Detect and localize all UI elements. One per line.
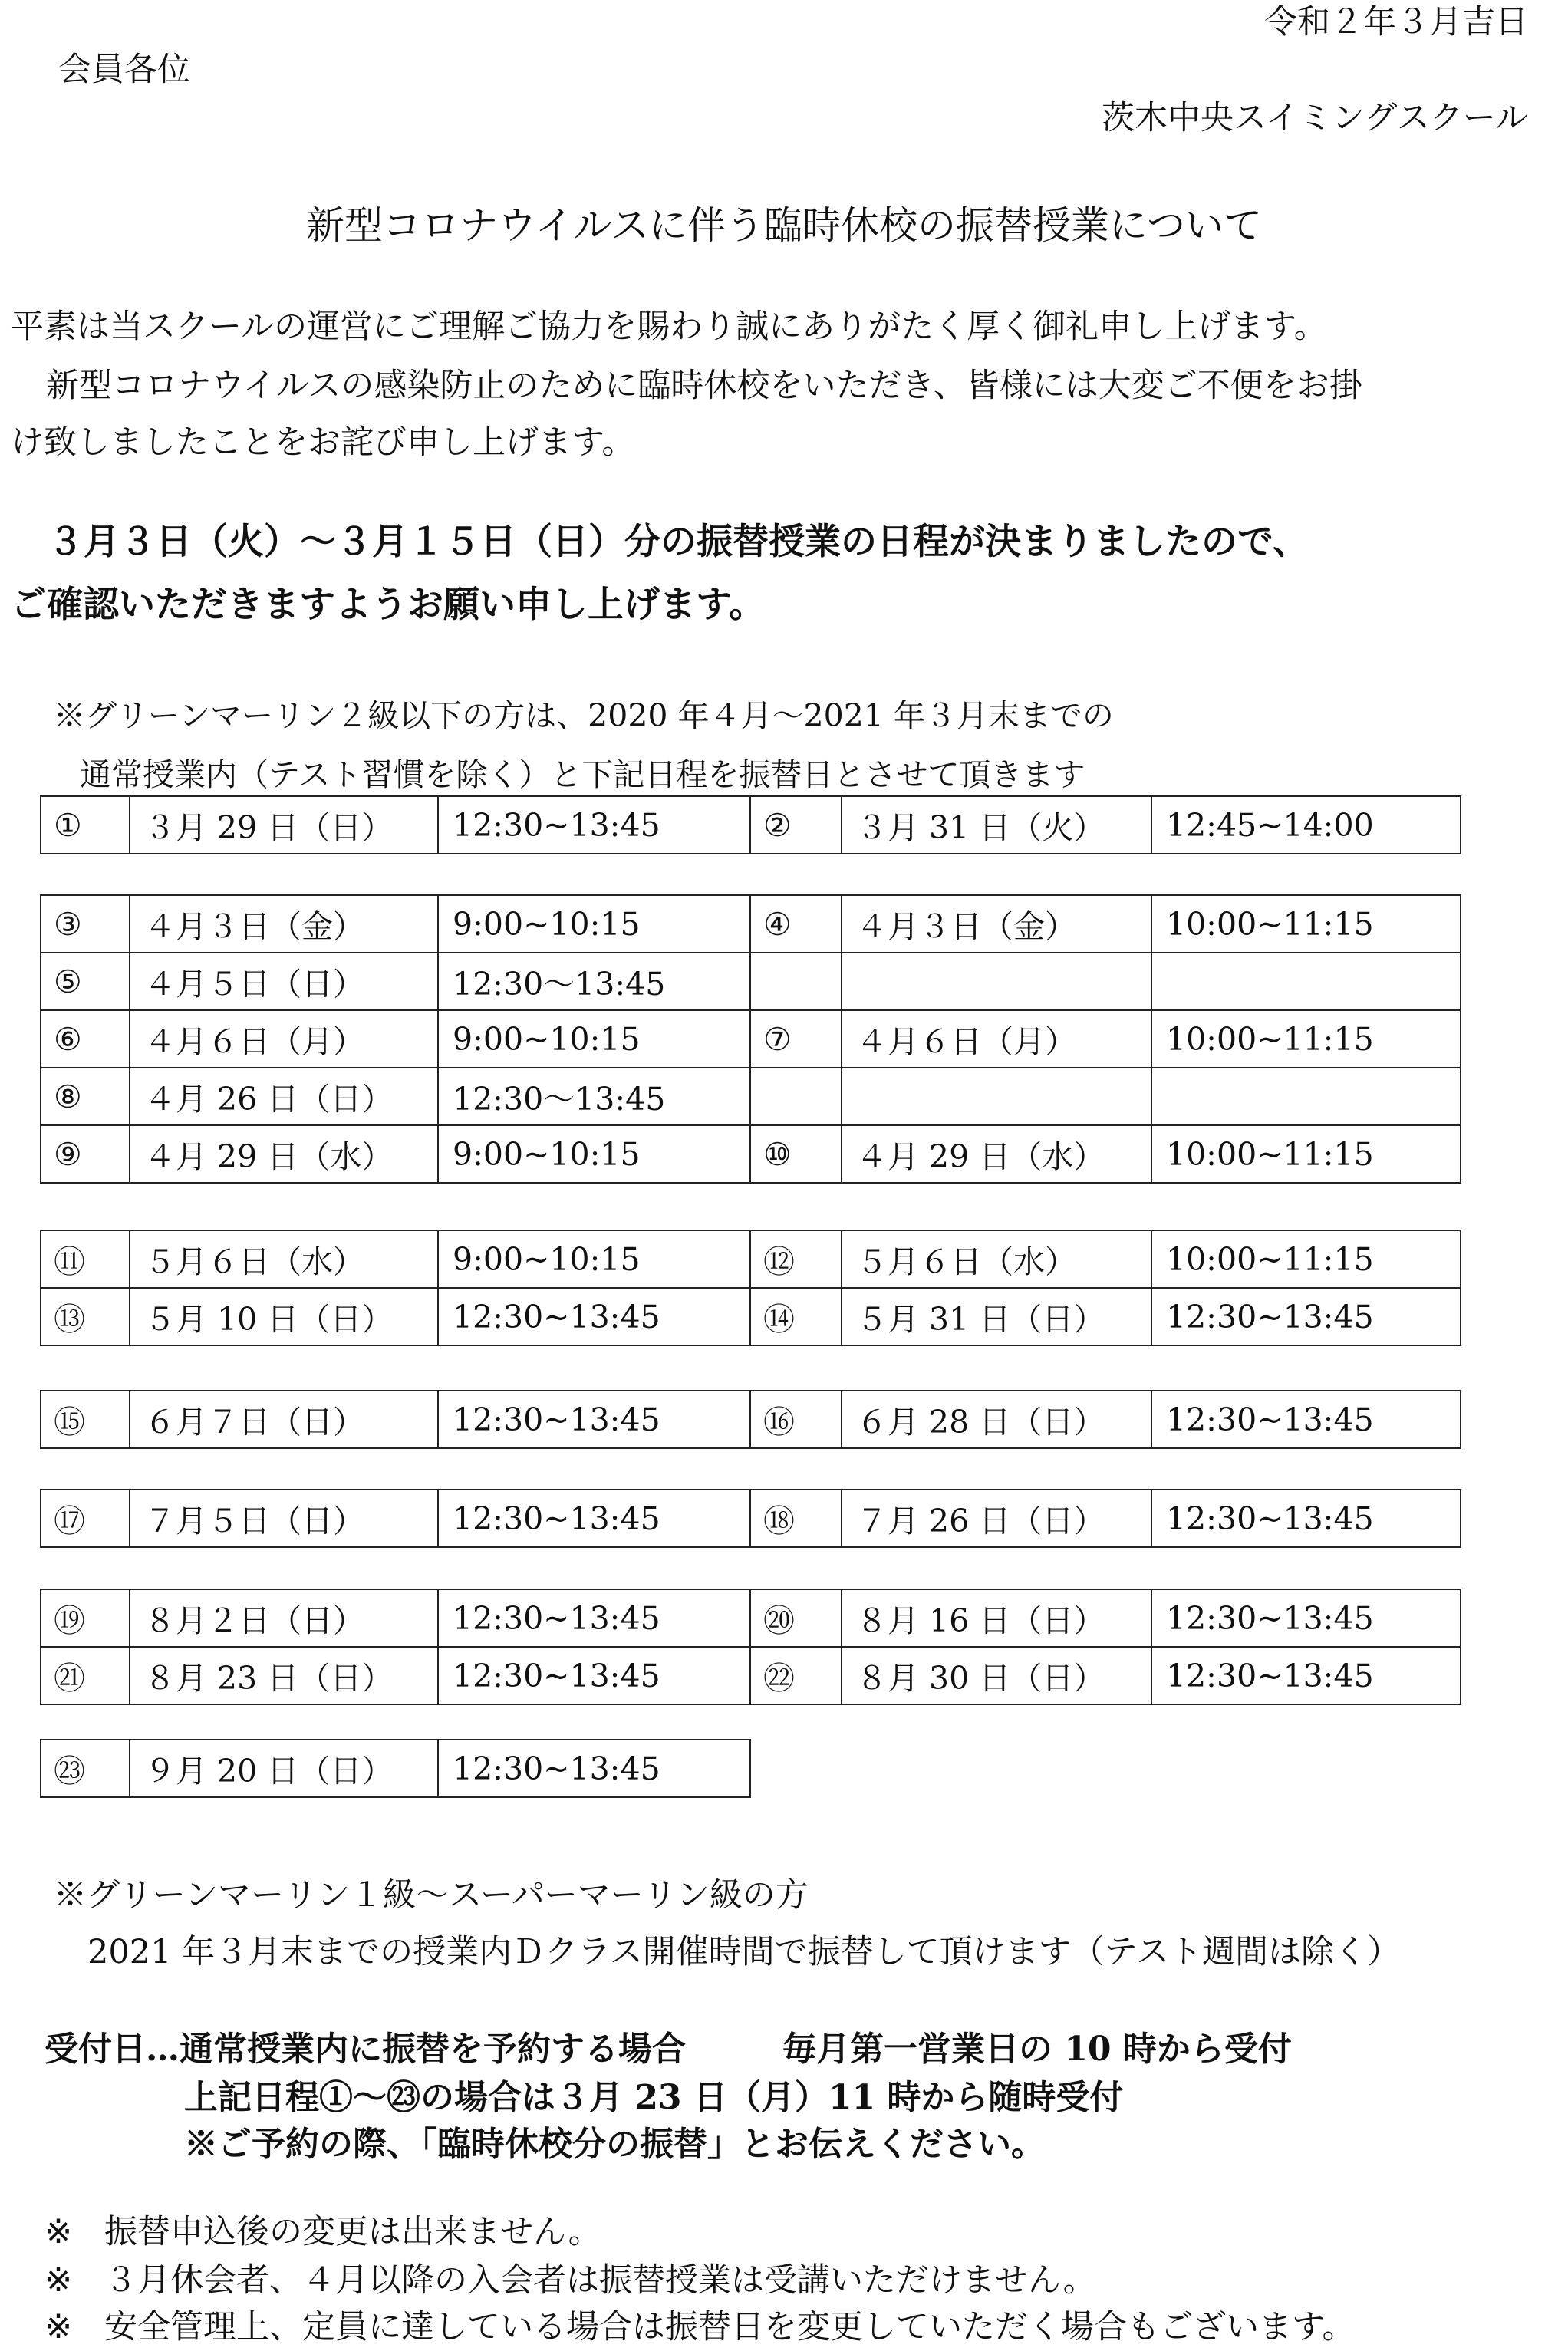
schedule-cell-date: ５月６日（水） (130, 1230, 438, 1288)
schedule-cell-time: 12:30~13:45 (1151, 1288, 1461, 1345)
note-text: 振替申込後の変更は出来ません。 (104, 2213, 601, 2251)
note-mark: ※ (44, 2308, 73, 2346)
note-mark: ※ (44, 2261, 73, 2300)
schedule-cell-date: ４月３日（金） (130, 895, 438, 953)
schedule-cell-date: ４月３日（金） (842, 895, 1151, 953)
schedule-cell-time: 10:00~11:15 (1151, 895, 1461, 953)
schedule-cell-num: ③ (41, 895, 130, 953)
intro-line-1: 平素は当スクールの運営にご理解ご協力を賜わり誠にありがたく厚く御礼申し上げます。 (11, 308, 1327, 346)
schedule-cell-date: ４月 29 日（水） (130, 1125, 438, 1183)
schedule-cell-num: ⑩ (750, 1125, 842, 1183)
note-text: ３月休会者、４月以降の入会者は振替授業は受講いただけません。 (104, 2261, 1096, 2300)
schedule-cell-num: ⑫ (750, 1230, 842, 1288)
schedule-cell-date: ８月２日（日） (130, 1589, 438, 1647)
note-green1-line-2: 2021 年３月末までの授業内Ｄクラス開催時間で振替して頂けます（テスト週間は除く） (87, 1933, 1401, 1971)
reception-special: 上記日程①～㉓の場合は３月 23 日（月）11 時から随時受付 (184, 2078, 1124, 2117)
document-title: 新型コロナウイルスに伴う臨時休校の振替授業について (306, 203, 1262, 248)
schedule-table (40, 1489, 1461, 1548)
schedule-cell-date: ６月 28 日（日） (842, 1391, 1151, 1448)
schedule-cell-date: ３月 31 日（火） (842, 796, 1151, 854)
schedule-cell-num (750, 1068, 842, 1125)
schedule-row (41, 895, 1461, 953)
schedule-cell-num: ① (41, 796, 130, 854)
schedule-row (41, 796, 1461, 854)
schedule-cell-num: ⑰ (41, 1490, 130, 1547)
schedule-cell-time: 9:00~10:15 (438, 1230, 750, 1288)
schedule-cell-date: ４月 29 日（水） (842, 1125, 1151, 1183)
schedule-cell-time: 12:30~13:45 (438, 1288, 750, 1345)
schedule-cell-time (1151, 953, 1461, 1010)
announcement-line-2: ご確認いただきますようお願い申し上げます。 (11, 584, 766, 626)
schedule-cell-date: ３月 29 日（日） (130, 796, 438, 854)
schedule-cell-time: 12:30~13:45 (1151, 1490, 1461, 1547)
schedule-cell-num (750, 953, 842, 1010)
schedule-cell-num: ⑲ (41, 1589, 130, 1647)
schedule-row (41, 1647, 1461, 1704)
schedule-table (40, 1230, 1461, 1346)
schedule-row (41, 1230, 1461, 1288)
schedule-table (40, 1589, 1461, 1705)
schedule-cell-time: 12:30~13:45 (438, 1589, 750, 1647)
reception-label: 受付日…通常授業内に振替を予約する場合 (44, 2030, 686, 2069)
schedule-cell-date: ５月 10 日（日） (130, 1288, 438, 1345)
schedule-cell-num: ⑦ (750, 1010, 842, 1068)
schedule-cell-time: 12:30~13:45 (1151, 1391, 1461, 1448)
schedule-cell-time (1151, 1068, 1461, 1125)
schedule-cell-time: 10:00~11:15 (1151, 1230, 1461, 1288)
schedule-cell-date (842, 953, 1151, 1010)
schedule-cell-num: ㉓ (41, 1740, 130, 1797)
schedule-cell-date: ４月６日（月） (842, 1010, 1151, 1068)
note-green2-line-1: ※グリーンマーリン２級以下の方は、2020 年４月～2021 年３月末までの (54, 697, 1114, 734)
schedule-cell-time: 12:30~13:45 (1151, 1589, 1461, 1647)
schedule-table (40, 894, 1461, 1184)
note-green1-line-1: ※グリーンマーリン１級～スーパーマーリン級の方 (54, 1876, 809, 1915)
schedule-cell-num: ⑭ (750, 1288, 842, 1345)
schedule-cell-num: ⑬ (41, 1288, 130, 1345)
schedule-cell-time: 12:30～13:45 (438, 1068, 750, 1125)
schedule-cell-num: ④ (750, 895, 842, 953)
schedule-table (40, 795, 1461, 854)
schedule-cell-num: ⑳ (750, 1589, 842, 1647)
schedule-cell-time: 12:30~13:45 (438, 1490, 750, 1547)
schedule-cell-date: ５月 31 日（日） (842, 1288, 1151, 1345)
schedule-cell-date: ４月 26 日（日） (130, 1068, 438, 1125)
schedule-cell-time: 12:30～13:45 (438, 953, 750, 1010)
schedule-cell-date: ８月 30 日（日） (842, 1647, 1151, 1704)
schedule-row (41, 1010, 1461, 1068)
schedule-cell-date: ４月６日（月） (130, 1010, 438, 1068)
schedule-cell-num: ⑱ (750, 1490, 842, 1547)
schedule-cell-date: ７月 26 日（日） (842, 1490, 1151, 1547)
schedule-table (40, 1739, 751, 1798)
reception-regular: 毎月第一営業日の 10 時から受付 (782, 2030, 1292, 2069)
schedule-cell-time: 12:30~13:45 (438, 796, 750, 854)
schedule-cell-time: 12:30~13:45 (438, 1391, 750, 1448)
addressee: 会員各位 (58, 51, 190, 89)
schedule-cell-num: ⑤ (41, 953, 130, 1010)
schedule-row (41, 1490, 1461, 1547)
reception-notice: ※ご予約の際、「臨時休校分の振替」とお伝えください。 (184, 2125, 1045, 2164)
announcement-line-1: ３月３日（火）～３月１５日（日）分の振替授業の日程が決まりましたので、 (48, 521, 1309, 563)
schedule-row (41, 1288, 1461, 1345)
schedule-cell-time: 9:00~10:15 (438, 1010, 750, 1068)
schedule-cell-num: ㉑ (41, 1647, 130, 1704)
schedule-cell-num: ⑪ (41, 1230, 130, 1288)
schedule-table (40, 1390, 1461, 1449)
note-green2-line-2: 通常授業内（テスト習慣を除く）と下記日程を振替日とさせて頂きます (80, 756, 1085, 793)
intro-line-3: け致しましたことをお詫び申し上げます。 (11, 423, 635, 462)
schedule-row (41, 1068, 1461, 1125)
schedule-cell-num: ② (750, 796, 842, 854)
schedule-cell-date: ５月６日（水） (842, 1230, 1151, 1288)
sender-name: 茨木中央スイミングスクール (1102, 99, 1528, 137)
schedule-cell-num: ㉒ (750, 1647, 842, 1704)
schedule-cell-num: ⑥ (41, 1010, 130, 1068)
schedule-cell-date: ６月７日（日） (130, 1391, 438, 1448)
schedule-cell-num: ⑯ (750, 1391, 842, 1448)
schedule-cell-time: 12:30~13:45 (438, 1647, 750, 1704)
note-text: 安全管理上、定員に達している場合は振替日を変更していただく場合もございます。 (104, 2308, 1356, 2346)
schedule-cell-time: 10:00~11:15 (1151, 1010, 1461, 1068)
schedule-cell-date (842, 1068, 1151, 1125)
schedule-cell-date: ９月 20 日（日） (130, 1740, 438, 1797)
schedule-cell-date: ７月５日（日） (130, 1490, 438, 1547)
schedule-cell-num: ⑨ (41, 1125, 130, 1183)
schedule-cell-time: 10:00~11:15 (1151, 1125, 1461, 1183)
schedule-cell-time: 9:00~10:15 (438, 1125, 750, 1183)
schedule-cell-time: 12:30~13:45 (1151, 1647, 1461, 1704)
schedule-cell-time: 12:30~13:45 (438, 1740, 750, 1797)
note-mark: ※ (44, 2213, 73, 2251)
schedule-cell-num: ⑮ (41, 1391, 130, 1448)
schedule-row (41, 953, 1461, 1010)
schedule-cell-time: 12:45~14:00 (1151, 796, 1461, 854)
schedule-row (41, 1391, 1461, 1448)
schedule-cell-date: ８月 16 日（日） (842, 1589, 1151, 1647)
schedule-cell-date: ４月５日（日） (130, 953, 438, 1010)
schedule-cell-time: 9:00~10:15 (438, 895, 750, 953)
schedule-cell-num: ⑧ (41, 1068, 130, 1125)
schedule-row (41, 1589, 1461, 1647)
intro-line-2: 新型コロナウイルスの感染防止のために臨時休校をいただき、皆様には大変ご不便をお掛 (46, 367, 1362, 405)
schedule-row (41, 1740, 750, 1797)
schedule-cell-date: ８月 23 日（日） (130, 1647, 438, 1704)
schedule-row (41, 1125, 1461, 1183)
issue-date: 令和２年３月吉日 (1264, 3, 1528, 41)
